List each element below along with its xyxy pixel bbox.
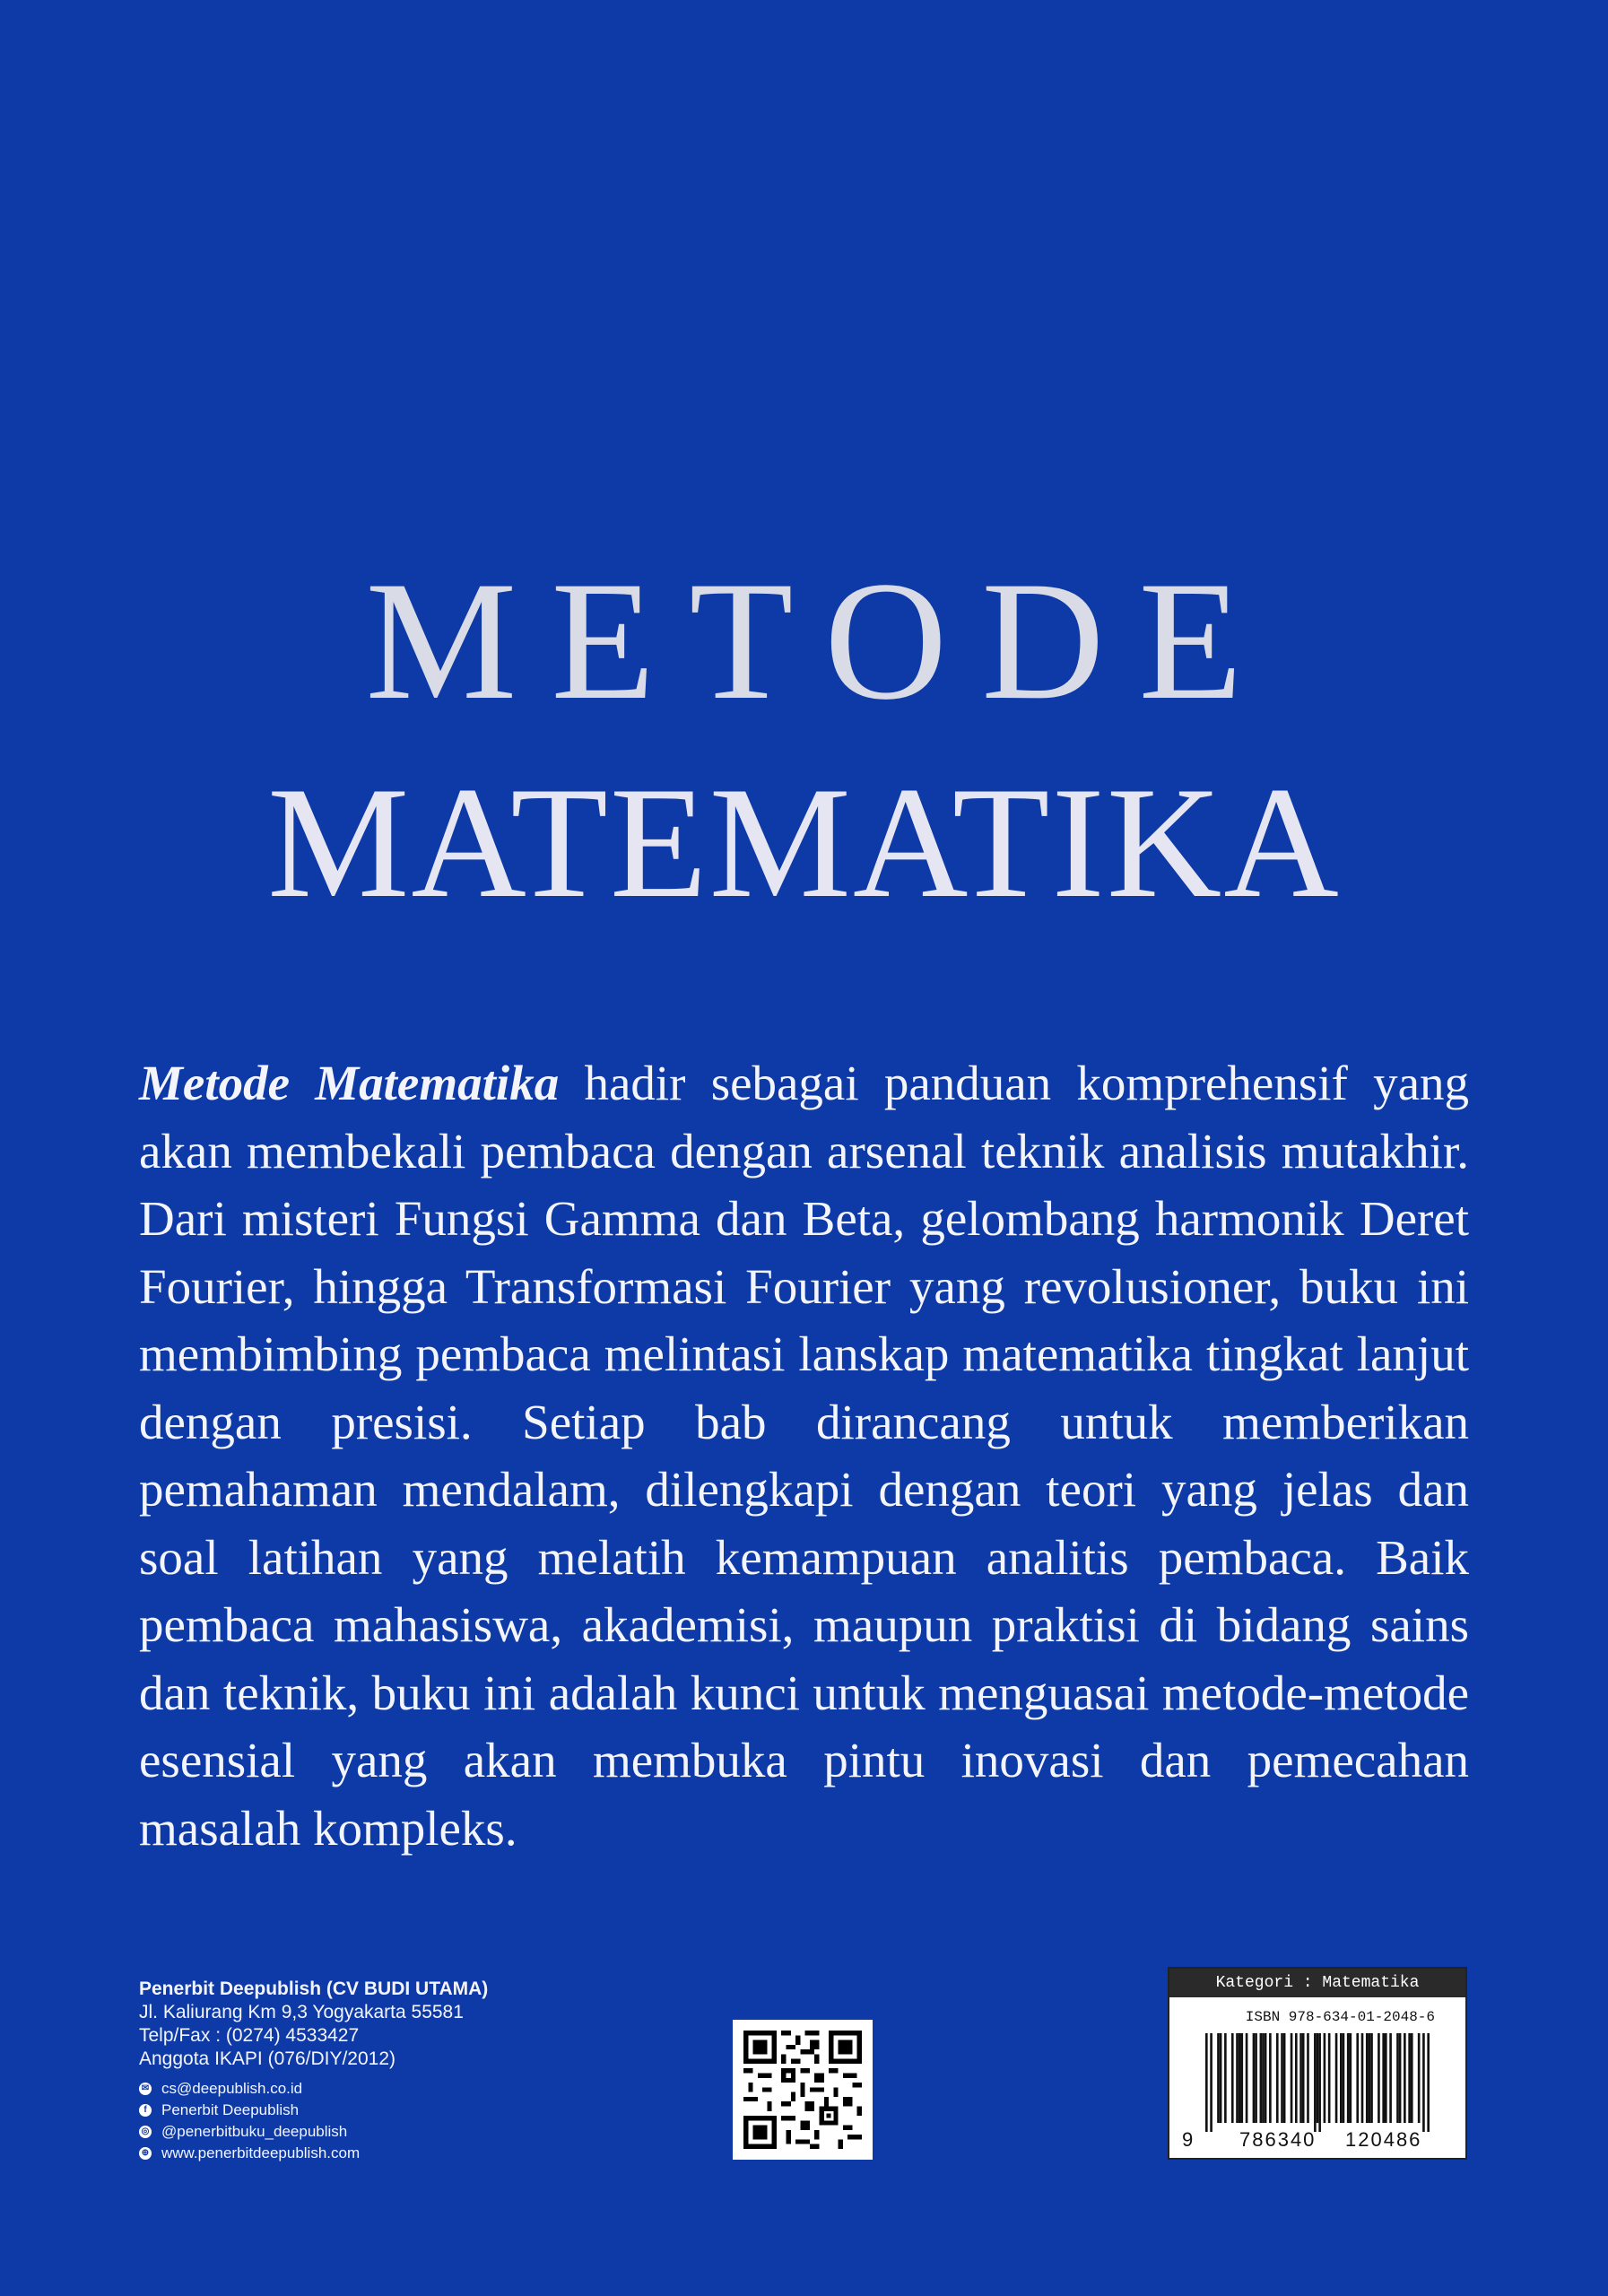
barcode-bar [1269,2033,1272,2123]
contact-web-text: www.penerbitdeepublish.com [161,2144,361,2161]
barcode-bar [1347,2033,1350,2123]
publisher-name: Penerbit Deepublish (CV BUDI UTAMA) [139,1979,489,1999]
barcode-bar [1240,2033,1243,2123]
barcode-bar [1281,2033,1283,2123]
contact-facebook-text: Penerbit Deepublish [161,2101,300,2118]
barcode-bar [1378,2033,1380,2123]
barcode-bar [1318,2033,1321,2132]
barcode-bar [1328,2033,1331,2123]
barcode-digits-right: 120486 [1345,2128,1422,2151]
publisher-phone: Telp/Fax : (0274) 4533427 [139,2025,360,2046]
barcode-bar [1427,2033,1430,2132]
barcode-bar [1343,2033,1345,2123]
barcode-bar [1276,2033,1279,2123]
barcode-bar [1370,2033,1373,2123]
barcode-bar [1295,2033,1298,2123]
barcode-bar [1399,2033,1402,2123]
email-icon: ✉ [139,2083,152,2095]
barcode-bar [1239,2033,1241,2123]
barcode-bar [1231,2033,1234,2123]
barcode-bar [1324,2033,1326,2123]
barcode-bar [1389,2033,1392,2123]
blurb-paragraph [139,1049,1469,1862]
barcode-bar [1262,2033,1265,2123]
title-line-2: MATEMATIKA [267,753,1341,931]
blurb-text: hadir sebagai panduan komprehensif yang akan membekali pembaca dengan arsenal teknik analisis mutakhir. Dari misteri Fungsi Gamma dan Beta, gelombang harmonik Deret Fourier, hingga Transformasi Fourier yang revolusioner, buku ini membimbing pembaca melintasi lanskap matematika tingkat lanjut dengan presisi. Setiap bab dirancang untuk memberikan pemahaman mendalam, dilengkapi dengan teori yang jelas dan soal latihan yang melatih kemampuan analitis pembaca. Baik pembaca mahasiswa, akademisi, maupun praktisi di bidang sains dan teknik, buku ini adalah kunci untuk menguasai metode-metode esensial yang akan membuka pintu inovasi dan pemecahan masalah kompleks. [139,1056,1469,1856]
barcode-bar [1314,2033,1317,2132]
barcode-bar [1265,2033,1267,2123]
contact-instagram[interactable] [139,2121,488,2143]
isbn-barcode-box [1168,1967,1467,2160]
barcode-bar [1369,2033,1371,2123]
title-line-1: METODE [365,547,1277,735]
barcode-bar [1217,2033,1220,2123]
barcode-bar [1404,2033,1406,2123]
web-icon: ⊕ [139,2147,152,2160]
barcode-bar [1220,2033,1222,2123]
contact-facebook[interactable] [139,2100,488,2121]
barcode-bar [1291,2033,1293,2123]
instagram-icon: ◎ [139,2126,152,2138]
barcode-bar [1307,2033,1309,2123]
barcode-bar [1350,2033,1352,2123]
barcode-bar [1422,2033,1425,2132]
barcode-bar [1260,2033,1263,2123]
barcode-bar [1366,2033,1369,2123]
barcode-bar [1340,2033,1343,2123]
contact-list [139,2078,488,2164]
barcode-bar [1356,2033,1359,2123]
isbn-text: ISBN 978-634-01-2048-6 [1245,2009,1435,2025]
contact-web[interactable] [139,2143,488,2164]
barcode-bar [1335,2033,1338,2123]
barcode-bar [1408,2033,1411,2123]
blurb-lead: Metode Matematika [139,1056,560,1110]
barcode-bar [1299,2033,1302,2123]
barcode-bar [1205,2033,1208,2132]
barcode-digits-left: 786340 [1239,2128,1317,2151]
barcode-bar [1418,2033,1421,2123]
barcode-bar [1236,2033,1239,2123]
barcode-digit-prefix: 9 [1182,2128,1194,2151]
contact-instagram-text: @penerbitbuku_deepublish [161,2123,348,2140]
contact-email[interactable] [139,2078,488,2100]
barcode-bar [1317,2033,1319,2123]
qr-code[interactable] [733,2020,873,2160]
barcode-bar [1361,2033,1364,2123]
barcode-bar [1246,2033,1248,2123]
barcode-bars [1205,2033,1430,2132]
publisher-info [139,1978,488,2164]
barcode-bar [1302,2033,1305,2123]
barcode-bar [1411,2033,1413,2123]
barcode-bar [1210,2033,1213,2132]
barcode-bar [1385,2033,1387,2123]
qr-code-image [743,2031,862,2149]
barcode-digits [1169,2126,1465,2155]
barcode-bar [1382,2033,1385,2123]
contact-email-text: cs@deepublish.co.id [161,2080,303,2097]
category-label: Kategori : Matematika [1169,1969,1465,1997]
publisher-address: Jl. Kaliurang Km 9,3 Yogyakarta 55581 [139,2002,464,2022]
barcode-bar [1396,2033,1399,2123]
barcode-bar [1283,2033,1286,2123]
facebook-icon: f [139,2104,152,2117]
barcode-bar [1224,2033,1227,2123]
barcode-bar [1255,2033,1257,2123]
barcode-bar [1253,2033,1256,2123]
publisher-member: Anggota IKAPI (076/DIY/2012) [139,2048,396,2069]
